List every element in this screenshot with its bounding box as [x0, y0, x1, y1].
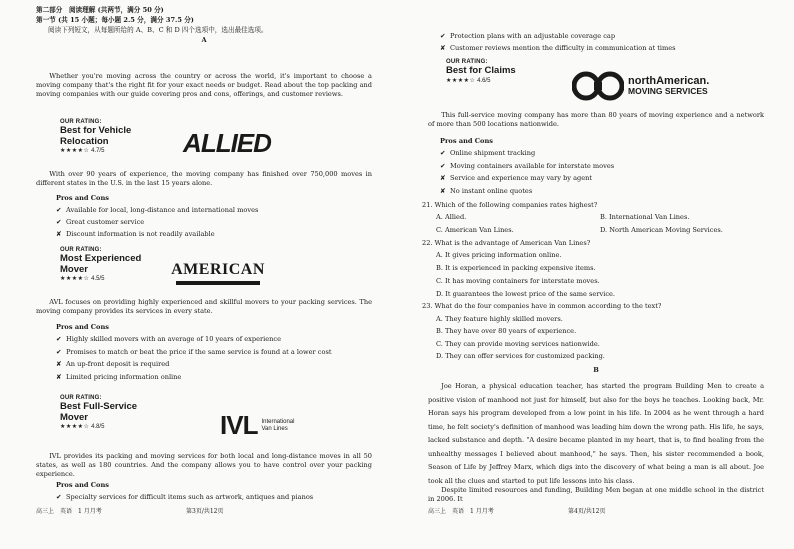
pros-cons-item [440, 149, 535, 158]
question-22: 22. What is the advantage of American Van Lines? [422, 239, 591, 247]
ivl-logo [220, 410, 330, 442]
section-letter-a: A [201, 36, 207, 44]
pros-cons-text: Specialty services for difficult items such as artwork, antiques and pianos [66, 493, 314, 501]
q22-option-c: C. It has moving containers for interstate moves. [436, 277, 600, 285]
left-column [36, 0, 372, 549]
cross-icon: ✘ [56, 360, 62, 368]
rating-score: 4.6/5 [477, 77, 491, 84]
checkmark-icon: ✔ [56, 347, 62, 356]
question-23: 23. What do the four companies have in common according to the text? [422, 302, 662, 310]
pros-cons-text: Service and experience may vary by agent [450, 174, 593, 182]
rating-label: OUR RATING: [60, 247, 102, 253]
star-rating-icon: ★★★★☆ [446, 77, 476, 84]
section-letter-b: B [593, 366, 599, 374]
pros-cons-text: Customer reviews mention the difficulty in communication at times [450, 44, 676, 52]
part-header: 第二部分 阅读理解 (共两节，满分 50 分) [36, 6, 164, 14]
logo-underline [176, 281, 260, 285]
pros-cons-heading: Pros and Cons [56, 323, 109, 331]
q22-option-b: B. It is experienced in packing expensive items. [436, 264, 596, 272]
checkmark-icon: ✔ [56, 493, 62, 501]
checkmark-icon: ✔ [440, 149, 446, 157]
american-logo [172, 258, 264, 286]
pros-cons-item [56, 206, 258, 215]
ivl-logo-sub2: Van Lines [261, 426, 288, 432]
allied-description: With over 90 years of experience, the moving company has finished over 750,000 moves in different states in the U.S. in the last 15 years alone. [36, 170, 372, 187]
pros-cons-item [56, 360, 169, 369]
american-description: AVL focuses on providing highly experienced and skillful movers to your packing services. The moving company provides its services in every state. [36, 298, 372, 315]
allied-rating-box [60, 118, 131, 155]
passage-b-paragraph-2: Despite limited resources and funding, Building Men began at one middle school in the district in 2006. It [428, 486, 764, 503]
pros-cons-item [440, 44, 676, 53]
q23-option-b: B. They have over 80 years of experience. [436, 327, 577, 335]
pros-cons-item [56, 230, 215, 239]
q22-option-a: A. It gives pricing information online. [436, 251, 562, 259]
rating-title-line1: Best Full-Service [60, 401, 138, 413]
rating-title-line2: Relocation [60, 135, 109, 147]
pros-cons-item [440, 162, 614, 171]
instructions: 阅读下列短文，从每题所给的 A、B、C 和 D 四个选项中，选出最佳选项。 [48, 26, 268, 34]
pros-cons-text: Great customer service [66, 218, 145, 226]
nam-logo-icon [572, 71, 624, 101]
footer-exam-name: 高三上 英语 1 月月考 [36, 508, 102, 515]
checkmark-icon: ✔ [56, 335, 62, 343]
pros-cons-text: Discount information is not readily available [66, 230, 215, 238]
ivl-logo-sub1: International [261, 419, 295, 426]
pros-cons-text: An up-front deposit is required [66, 360, 170, 368]
cross-icon: ✘ [440, 186, 446, 195]
pros-cons-text: Online shipment tracking [450, 149, 536, 157]
nam-logo-name: northAmerican. [628, 75, 710, 88]
pros-cons-item [56, 218, 144, 227]
pros-cons-item [56, 335, 281, 344]
section-header: 第一节 (共 15 小题；每小题 2.5 分，满分 37.5 分) [36, 16, 194, 24]
q22-option-d: D. It guarantees the lowest price of the same service. [436, 290, 616, 298]
pros-cons-text: Protection plans with an adjustable coverage cap [450, 32, 616, 40]
rating-label: OUR RATING: [60, 395, 102, 401]
cross-icon: ✘ [440, 44, 446, 52]
q23-option-d: D. They can offer services for customized packing. [436, 352, 605, 360]
rating-label: OUR RATING: [446, 59, 488, 65]
rating-label: OUR RATING: [60, 119, 102, 125]
pros-cons-item [440, 187, 532, 196]
star-rating-icon: ★★★★☆ [60, 275, 90, 282]
checkmark-icon: ✔ [440, 32, 446, 40]
pros-cons-text: Limited pricing information online [66, 372, 182, 381]
question-21: 21. Which of the following companies rates highest? [422, 201, 598, 209]
rating-title-line2: Mover [60, 411, 88, 423]
pros-cons-text: Promises to match or beat the price if the same service is found at a lower cost [66, 347, 332, 356]
nam-description: This full-service moving company has more than 80 years of moving experience and a network of more than 500 locations nationwide. [428, 111, 764, 128]
pros-cons-item [56, 348, 332, 357]
pros-cons-text: Available for local, long-distance and international moves [66, 206, 259, 214]
passage-b-paragraph-1: Joe Horan, a physical education teacher, has started the program Building Men to create a positive vision of manhood not just for himself, but also for the boys he teaches. Looking back, Mr. Horan says his program developed from a low point in his life. In 2004 as he went through a hard time, he felt society's definition of manhood was leading him down the wrong path. His life, he says, lacked substance and depth. "A desire became planted in my heart, that is, to find healing from the unhealthy messages I believed about manhood," he says. Then, his sister recommended a book, Season of Life by Jeffrey Marx, which digs into the discovery of what being a man is all about. Joe took all the clues and started to put life lessons into his class. [428, 382, 764, 485]
ivl-rating-box [60, 394, 137, 431]
rating-title-line2: Mover [60, 263, 88, 275]
pros-cons-text: Moving containers available for interstate moves [450, 161, 615, 170]
q23-option-c: C. They can provide moving services nationwide. [436, 340, 600, 348]
q23-option-a: A. They feature highly skilled movers. [436, 315, 563, 323]
rating-score: 4.8/5 [91, 423, 105, 430]
ivl-logo-text: IVL [220, 410, 258, 441]
q21-option-d: D. North American Moving Services. [600, 226, 723, 234]
nam-logo-sub: MOVING SERVICES [628, 86, 708, 97]
rating-title-line1: Best for Vehicle [60, 125, 132, 137]
pros-cons-item [56, 493, 313, 502]
right-column [422, 0, 764, 549]
rating-title-line1: Most Experienced [60, 253, 142, 265]
q21-option-c: C. American Van Lines. [436, 226, 514, 234]
pros-cons-text: Highly skilled movers with an average of 10 years of experience [66, 335, 281, 343]
q21-option-b: B. International Van Lines. [600, 213, 690, 221]
footer-exam-name: 高三上 英语 1 月月考 [428, 508, 494, 515]
pros-cons-item [440, 174, 592, 183]
allied-logo [162, 128, 292, 160]
star-rating-icon: ★★★★☆ [60, 423, 90, 430]
pros-cons-item [56, 373, 181, 382]
rating-title-line1: Best for Claims [446, 65, 516, 77]
cross-icon: ✘ [440, 174, 446, 182]
rating-score: 4.5/5 [91, 275, 105, 282]
pros-cons-heading: Pros and Cons [56, 481, 109, 489]
footer-page-number: 第4页/共12页 [568, 508, 606, 515]
checkmark-icon: ✔ [440, 161, 446, 170]
ivl-description: IVL provides its packing and moving services for both local and long-distance moves in all 50 states, as well as 180 countries. And the company allows you to have control over your packing experience. [36, 452, 372, 478]
cross-icon: ✘ [56, 230, 62, 238]
pros-cons-item [440, 32, 615, 41]
pros-cons-heading: Pros and Cons [56, 194, 109, 202]
rating-score: 4.7/5 [91, 147, 105, 154]
intro-paragraph: Whether you're moving across the country or across the world, it's important to choose a moving company that's the right fit for your exact needs or budget. Read about the top packing and moving companies with our guide covering pros and cons, offerings, and customer reviews. [36, 72, 372, 98]
star-rating-icon: ★★★★☆ [60, 147, 90, 154]
american-logo-text: AMERICAN [171, 261, 265, 279]
q21-option-a: A. Allied. [436, 213, 467, 221]
american-rating-box [60, 246, 141, 283]
cross-icon: ✘ [56, 372, 62, 381]
pros-cons-heading: Pros and Cons [440, 137, 493, 145]
checkmark-icon: ✔ [56, 218, 62, 226]
nam-rating-box [446, 58, 516, 85]
footer-page-number: 第3页/共12页 [186, 508, 224, 515]
allied-logo-text: ALLIED [183, 128, 271, 159]
pros-cons-text: No instant online quotes [450, 186, 533, 195]
checkmark-icon: ✔ [56, 206, 62, 214]
nam-logo [572, 70, 732, 102]
